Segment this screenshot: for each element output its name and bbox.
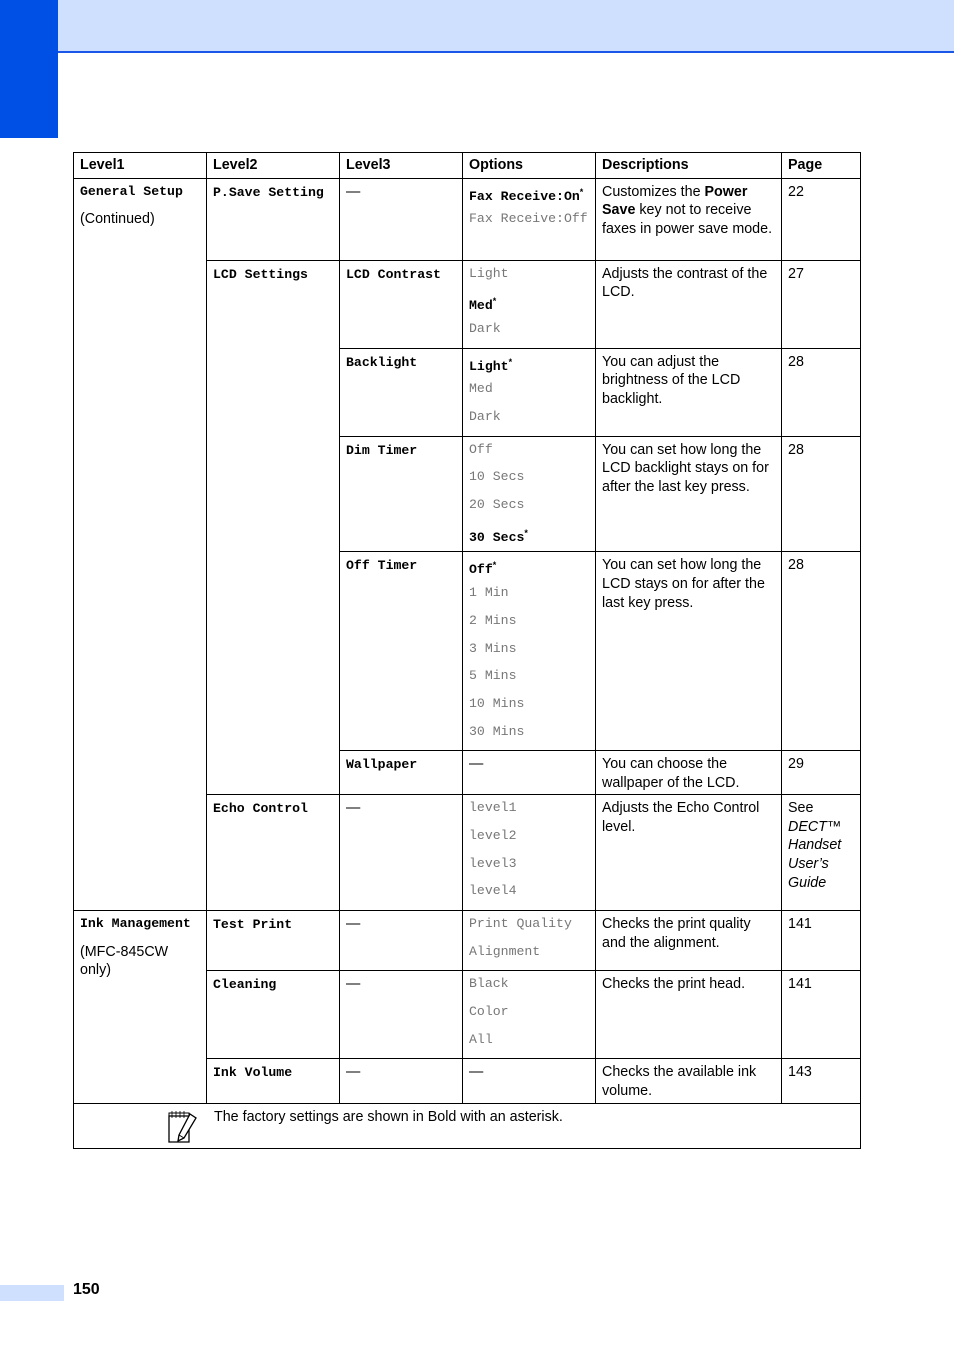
description-cell: You can choose the wallpaper of the LCD. bbox=[596, 751, 782, 795]
level3-cell bbox=[340, 1059, 463, 1104]
level3-label: Dim Timer bbox=[346, 442, 418, 458]
page-cell: 141 bbox=[782, 911, 861, 971]
options-cell bbox=[463, 178, 596, 260]
option-item: Dark bbox=[469, 320, 501, 336]
option-item: All bbox=[469, 1031, 493, 1047]
options-cell bbox=[463, 260, 596, 348]
level1-sub: (MFC-845CW only) bbox=[80, 943, 169, 979]
page-cell: 143 bbox=[782, 1059, 861, 1104]
default-asterisk: * bbox=[508, 356, 513, 367]
level2-cell bbox=[207, 1059, 340, 1104]
description-cell: You can set how long the LCD backlight stays on for after the last key press. bbox=[596, 436, 782, 552]
level2-label: Test Print bbox=[213, 917, 293, 933]
level3-label: — bbox=[346, 800, 361, 817]
level2-label: P.Save Setting bbox=[213, 184, 324, 200]
level3-cell bbox=[340, 795, 463, 911]
option-item: Print Quality bbox=[469, 916, 572, 932]
option-item: Off bbox=[469, 441, 493, 457]
description-cell: You can adjust the brightness of the LCD backlight. bbox=[596, 348, 782, 436]
option-item: Alignment bbox=[469, 943, 541, 959]
option-item: level4 bbox=[469, 883, 517, 899]
options-cell bbox=[463, 795, 596, 911]
options-cell bbox=[463, 348, 596, 436]
default-asterisk: * bbox=[492, 560, 497, 571]
description-text: Customizes the bbox=[602, 183, 705, 200]
page-cell: 141 bbox=[782, 971, 861, 1059]
note-cell bbox=[74, 1104, 861, 1149]
description-cell: Adjusts the contrast of the LCD. bbox=[596, 260, 782, 348]
option-item: Off* bbox=[469, 560, 497, 578]
options-cell bbox=[463, 751, 596, 795]
options-cell bbox=[463, 436, 596, 552]
header-level3: Level3 bbox=[340, 153, 463, 179]
option-item: 5 Mins bbox=[469, 668, 517, 684]
description-cell: Adjusts the Echo Control level. bbox=[596, 795, 782, 911]
level3-cell bbox=[340, 911, 463, 971]
header-descriptions: Descriptions bbox=[596, 153, 782, 179]
level3-label: — bbox=[346, 183, 361, 200]
options-cell bbox=[463, 971, 596, 1059]
option-item: Fax Receive:On* bbox=[469, 186, 584, 204]
option-item: 1 Min bbox=[469, 585, 509, 601]
option-item: level1 bbox=[469, 800, 517, 816]
option-item: 30 Mins bbox=[469, 723, 525, 739]
header-level1: Level1 bbox=[74, 153, 207, 179]
option-item: 3 Mins bbox=[469, 640, 517, 656]
description-cell bbox=[596, 178, 782, 260]
page-cell: 28 bbox=[782, 436, 861, 552]
table-row bbox=[74, 178, 861, 260]
description-cell: Checks the print quality and the alignment. bbox=[596, 911, 782, 971]
header-band bbox=[0, 0, 954, 53]
options-dash: — bbox=[469, 756, 484, 773]
level2-label: Echo Control bbox=[213, 801, 308, 817]
option-item: Light bbox=[469, 265, 509, 281]
chapter-tab bbox=[0, 0, 58, 138]
header-level2: Level2 bbox=[207, 153, 340, 179]
option-item: level3 bbox=[469, 855, 517, 871]
level2-label: Cleaning bbox=[213, 977, 277, 993]
level3-label: Backlight bbox=[346, 354, 418, 370]
level1-cell bbox=[74, 911, 207, 1104]
level1-label: General Setup bbox=[80, 183, 183, 199]
option-item: Black bbox=[469, 976, 509, 992]
page-cell: 22 bbox=[782, 178, 861, 260]
page-cell: 29 bbox=[782, 751, 861, 795]
page-see: See bbox=[788, 800, 814, 817]
option-item: Dark bbox=[469, 409, 501, 425]
options-cell bbox=[463, 911, 596, 971]
page-cell bbox=[782, 795, 861, 911]
description-text: key not to receive faxes in power save mode. bbox=[602, 202, 773, 237]
page-number-bar bbox=[0, 1285, 64, 1301]
note-text: The factory settings are shown in Bold with an asterisk. bbox=[214, 1109, 563, 1126]
level1-label: Ink Management bbox=[80, 916, 191, 932]
options-dash: — bbox=[469, 1064, 484, 1081]
option-item: 30 Secs* bbox=[469, 527, 528, 545]
option-item: 2 Mins bbox=[469, 612, 517, 628]
header-options: Options bbox=[463, 153, 596, 179]
options-cell bbox=[463, 1059, 596, 1104]
level1-sub: (Continued) bbox=[80, 211, 155, 228]
level3-cell bbox=[340, 552, 463, 751]
level3-cell bbox=[340, 436, 463, 552]
page-cell: 28 bbox=[782, 348, 861, 436]
note-row bbox=[74, 1104, 861, 1149]
level3-cell bbox=[340, 348, 463, 436]
default-asterisk: * bbox=[492, 296, 497, 307]
page-number: 150 bbox=[73, 1281, 100, 1298]
level3-label: — bbox=[346, 1064, 361, 1081]
option-item: 10 Secs bbox=[469, 469, 525, 485]
level2-cell bbox=[207, 178, 340, 260]
dect-guide-reference: DECT™ Handset User’s Guide bbox=[788, 818, 842, 891]
page-cell: 27 bbox=[782, 260, 861, 348]
level2-cell bbox=[207, 911, 340, 971]
menu-settings-table bbox=[73, 152, 861, 1149]
option-item: 20 Secs bbox=[469, 497, 525, 513]
level2-cell bbox=[207, 795, 340, 911]
memo-pencil-icon bbox=[164, 1110, 200, 1146]
level3-cell bbox=[340, 260, 463, 348]
option-item: Med* bbox=[469, 296, 497, 314]
level3-cell bbox=[340, 751, 463, 795]
header-page: Page bbox=[782, 153, 861, 179]
description-cell: Checks the available ink volume. bbox=[596, 1059, 782, 1104]
option-item: Fax Receive:Off bbox=[469, 211, 588, 227]
default-asterisk: * bbox=[579, 186, 584, 197]
page-cell: 28 bbox=[782, 552, 861, 751]
level1-cell bbox=[74, 178, 207, 910]
table-header-row bbox=[74, 153, 861, 179]
level2-cell bbox=[207, 971, 340, 1059]
options-cell bbox=[463, 552, 596, 751]
option-item: Light* bbox=[469, 356, 513, 374]
default-asterisk: * bbox=[524, 527, 528, 538]
description-cell: Checks the print head. bbox=[596, 971, 782, 1059]
level2-cell bbox=[207, 260, 340, 795]
level3-label: — bbox=[346, 976, 361, 993]
option-item: level2 bbox=[469, 827, 517, 843]
option-item: Med bbox=[469, 381, 493, 397]
option-item: Color bbox=[469, 1004, 509, 1020]
description-cell: You can set how long the LCD stays on for after the last key press. bbox=[596, 552, 782, 751]
level3-label: Wallpaper bbox=[346, 757, 418, 773]
table-row bbox=[74, 911, 861, 971]
level3-cell bbox=[340, 971, 463, 1059]
level2-label: LCD Settings bbox=[213, 266, 308, 282]
level3-label: — bbox=[346, 916, 361, 933]
option-item: 10 Mins bbox=[469, 695, 525, 711]
level3-label: Off Timer bbox=[346, 558, 418, 574]
level2-label: Ink Volume bbox=[213, 1065, 293, 1081]
level3-label: LCD Contrast bbox=[346, 266, 441, 282]
level3-cell bbox=[340, 178, 463, 260]
power-save-key-label: Power Save bbox=[602, 183, 748, 219]
